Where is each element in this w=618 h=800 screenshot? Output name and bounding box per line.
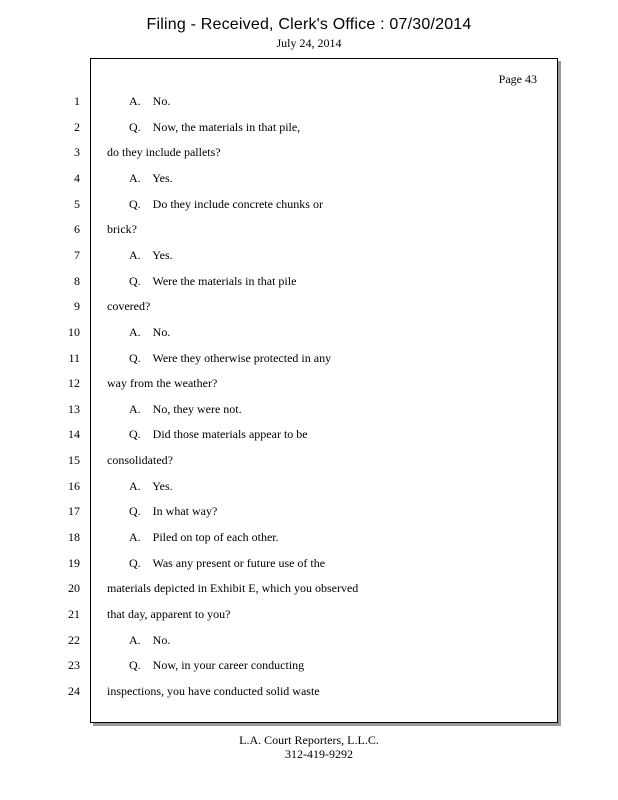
line-text: Q. Now, the materials in that pile, [129, 120, 301, 134]
line-text: Q. Were the materials in that pile [129, 274, 297, 288]
line-text: way from the weather? [107, 376, 218, 390]
line-number: 4 [74, 171, 80, 185]
line-number: 21 [68, 607, 80, 621]
line-text: consolidated? [107, 453, 173, 467]
line-number: 5 [74, 197, 80, 211]
line-text: brick? [107, 222, 137, 236]
line-number: 9 [74, 299, 80, 313]
line-text: A. Piled on top of each other. [129, 530, 279, 544]
page-number: Page 43 [498, 72, 537, 86]
line-text: Q. Were they otherwise protected in any [129, 351, 332, 365]
line-number: 19 [68, 556, 80, 570]
line-number: 17 [68, 504, 80, 518]
line-text: covered? [107, 299, 151, 313]
reporter-company: L.A. Court Reporters, L.L.C. [239, 733, 379, 747]
line-number: 8 [74, 274, 80, 288]
line-number: 16 [68, 479, 80, 493]
line-number: 3 [74, 145, 80, 159]
line-number: 24 [68, 684, 80, 698]
line-number: 15 [68, 453, 80, 467]
line-text: that day, apparent to you? [107, 607, 231, 621]
filing-stamp: Filing - Received, Clerk's Office : 07/30/2014 [146, 16, 472, 33]
line-number: 22 [68, 633, 80, 647]
line-number: 7 [74, 248, 80, 262]
line-number: 1 [74, 94, 80, 108]
line-text: Q. Do they include concrete chunks or [129, 197, 323, 211]
deposition-date: July 24, 2014 [276, 36, 342, 50]
line-text: A. No. [129, 94, 171, 108]
line-text: A. Yes. [129, 171, 173, 185]
line-text: do they include pallets? [107, 145, 221, 159]
line-text: Q. Now, in your career conducting [129, 658, 305, 672]
line-text: A. No. [129, 325, 171, 339]
line-number: 13 [68, 402, 80, 416]
line-text: Q. Did those materials appear to be [129, 427, 308, 441]
line-number: 14 [68, 427, 80, 441]
line-text: A. Yes. [129, 479, 173, 493]
line-text: Q. Was any present or future use of the [129, 556, 326, 570]
line-number: 11 [68, 351, 80, 365]
line-number: 10 [68, 325, 80, 339]
line-text: inspections, you have conducted solid waste [107, 684, 320, 698]
line-text: materials depicted in Exhibit E, which you observed [107, 581, 359, 595]
line-text: A. No, they were not. [129, 402, 242, 416]
reporter-phone: 312-419-9292 [285, 747, 353, 761]
line-number: 2 [74, 120, 80, 134]
line-number: 6 [74, 222, 80, 236]
line-number: 12 [68, 376, 80, 390]
line-number: 23 [68, 658, 80, 672]
line-text: A. Yes. [129, 248, 173, 262]
line-text: Q. In what way? [129, 504, 218, 518]
line-text: A. No. [129, 633, 171, 647]
line-number: 20 [68, 581, 80, 595]
line-number: 18 [68, 530, 80, 544]
